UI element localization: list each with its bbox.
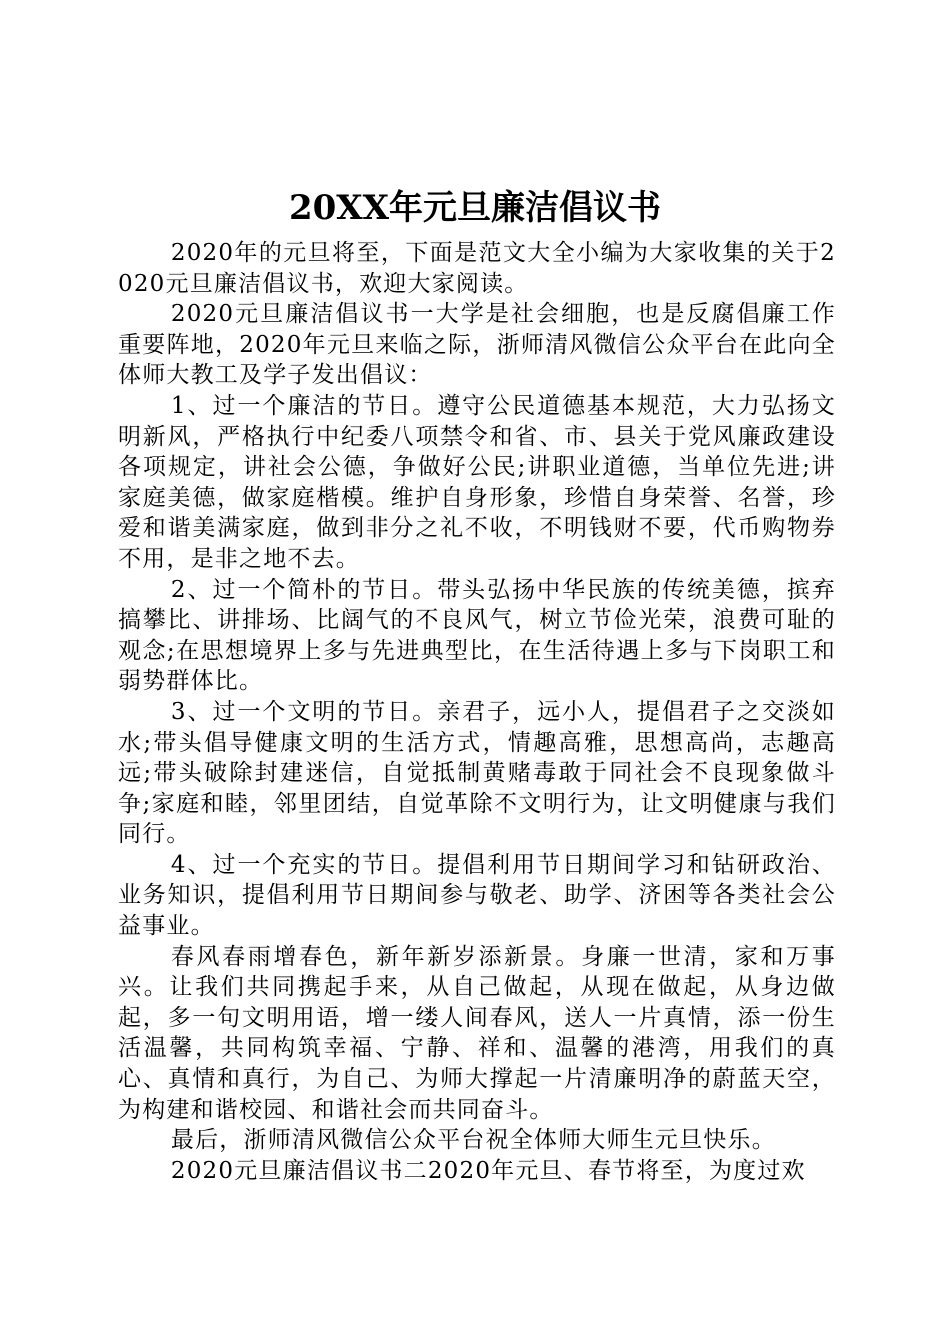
paragraph-item-2: 2、过一个简朴的节日。带头弘扬中华民族的传统美德，摈弃搞攀比、讲排场、比阔气的不良风气，树立节俭光荣，浪费可耻的观念;在思想境界上多与先进典型比，在生活待遇上多与下岗职工和弱势群体比。 xyxy=(118,576,836,695)
paragraph-item-3: 3、过一个文明的节日。亲君子，远小人，提倡君子之交淡如水;带头倡导健康文明的生活方式，情趣高雅，思想高尚，志趣高远;带头破除封建迷信，自觉抵制黄赌毒敢于同社会不良现象做斗争;家庭和睦，邻里团结，自觉革除不文明行为，让文明健康与我们同行。 xyxy=(118,698,836,848)
paragraph-intro: 2020年的元旦将至，下面是范文大全小编为大家收集的关于2020元旦廉洁倡议书，欢迎大家阅读。 xyxy=(118,240,836,297)
document-title: 20XX年元旦廉洁倡议书 xyxy=(288,188,662,228)
paragraph-proposal-two-start: 2020元旦廉洁倡议书二2020年元旦、春节将至，为度过欢 xyxy=(170,1157,806,1184)
paragraph-closing: 春风春雨增春色，新年新岁添新景。身廉一世清，家和万事兴。让我们共同携起手来，从自己做起，从现在做起，从身边做起，多一句文明用语，增一缕人间春风，送人一片真情，添一份生活温馨，共同构筑幸福、宁静、祥和、温馨的港湾，用我们的真心、真情和真行，为自己、为师大撑起一片清廉明净的蔚蓝天空，为构建和谐校园、和谐社会而共同奋斗。 xyxy=(118,943,836,1123)
paragraph-final-wish: 最后，浙师清风微信公众平台祝全体师大师生元旦快乐。 xyxy=(170,1127,776,1154)
paragraph-item-4: 4、过一个充实的节日。提倡利用节日期间学习和钻研政治、业务知识，提倡利用节日期间参与敬老、助学、济困等各类社会公益事业。 xyxy=(118,851,836,940)
document-body xyxy=(118,238,836,1186)
paragraph-proposal-one-intro: 2020元旦廉洁倡议书一大学是社会细胞，也是反腐倡廉工作重要阵地，2020年元旦来临之际，浙师清风微信公众平台在此向全体师大教工及学子发出倡议： xyxy=(118,301,836,389)
paragraph-item-1: 1、过一个廉洁的节日。遵守公民道德基本规范，大力弘扬文明新风，严格执行中纪委八项禁令和省、市、县关于党风廉政建设各项规定，讲社会公德，争做好公民;讲职业道德，当单位先进;讲家庭美德，做家庭楷模。维护自身形象，珍惜自身荣誉、名誉，珍爱和谐美满家庭，做到非分之礼不收，不明钱财不要，代币购物券不用，是非之地不去。 xyxy=(118,392,836,572)
